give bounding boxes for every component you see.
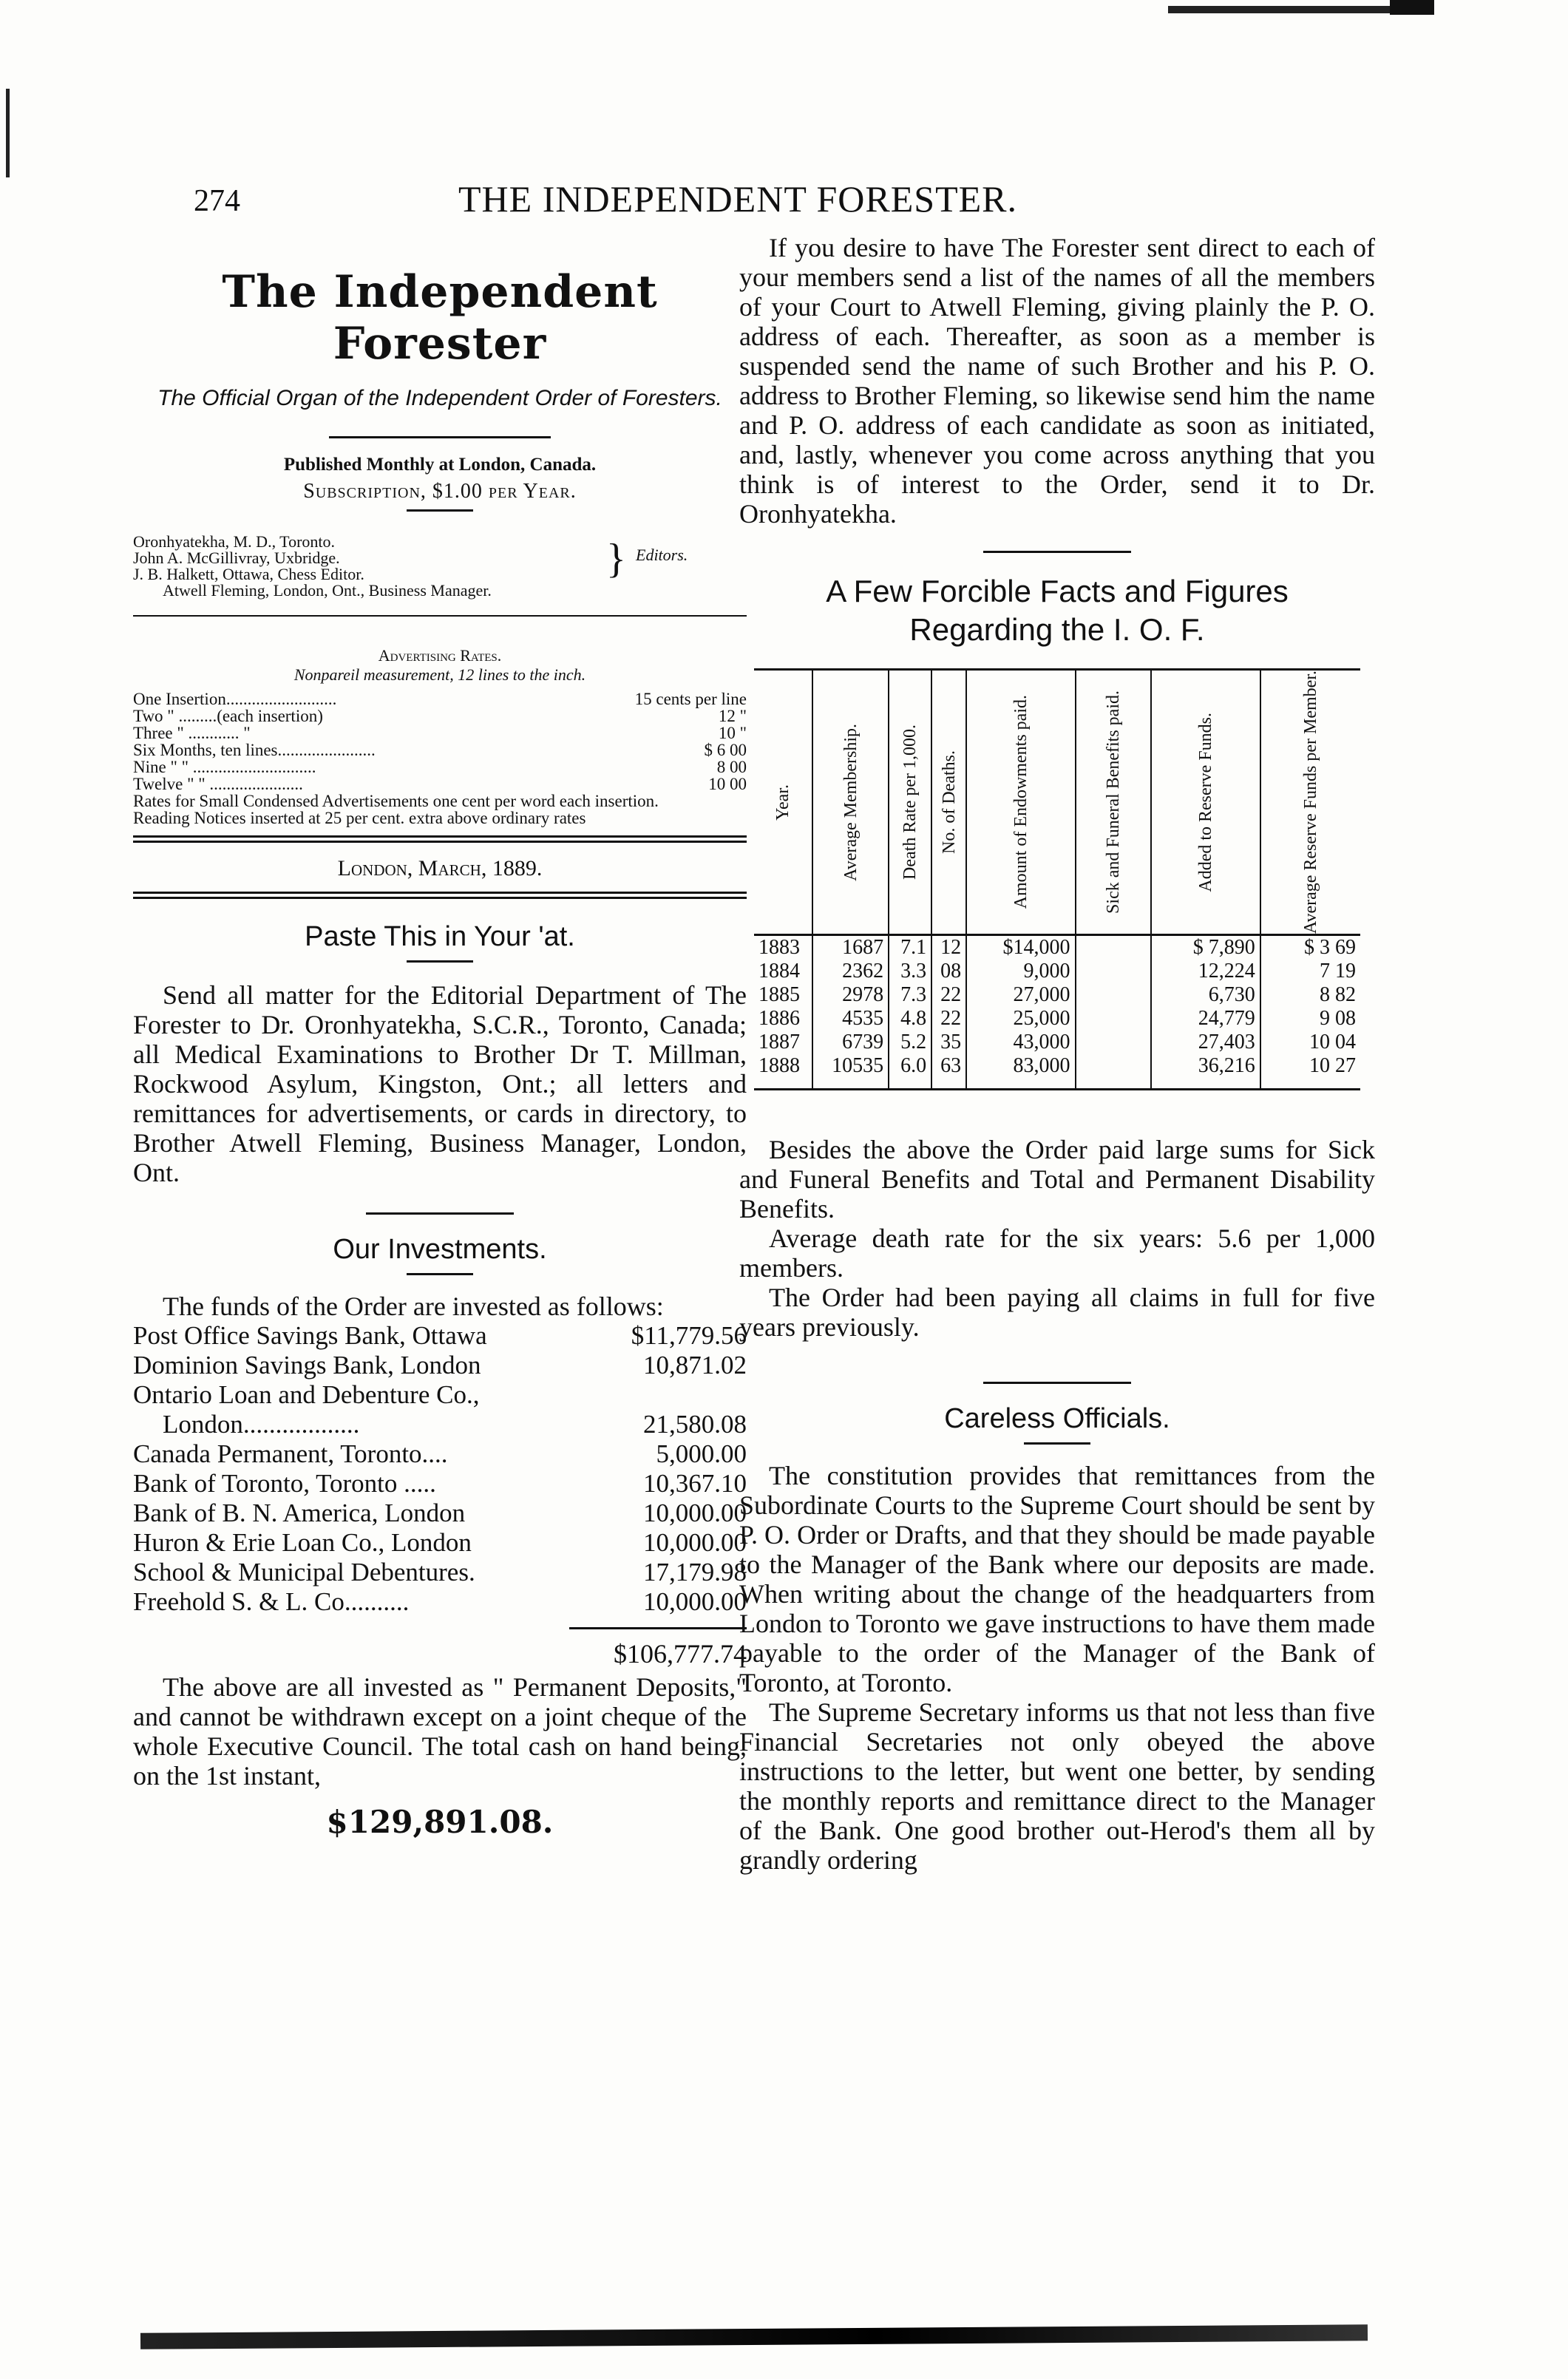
brace: } — [606, 536, 626, 582]
column-header: Year. — [773, 784, 793, 821]
investment-row: Post Office Savings Bank, Ottawa $11,779.56 — [133, 1321, 747, 1350]
investments-intro: The funds of the Order are invested as follows: — [163, 1292, 664, 1321]
facts-after-2: Average death rate for the six years: 5.6 per 1,000 members. — [739, 1224, 1375, 1283]
facts-heading-line2: Regarding the I. O. F. — [909, 612, 1205, 647]
ornament-divider — [366, 1212, 514, 1215]
column-header: Sick and Funeral Benefits paid. — [1076, 670, 1152, 935]
column-header: Amount of Endowments paid. — [966, 670, 1075, 935]
column-header: Average Membership. — [812, 670, 889, 935]
column-header: No. of Deaths. — [931, 670, 966, 935]
rate-note: Rates for Small Condensed Advertisements one cent per word each insertion. — [133, 792, 659, 810]
right-column — [739, 233, 1375, 1875]
table-row: 1883 1687 7.1 12 $14,000 $ 7,890 $ 3 69 — [754, 935, 1360, 960]
table-row: 1884 2362 3.3 08 9,000 12,224 7 19 — [754, 960, 1360, 983]
facts-heading-line1: A Few Forcible Facts and Figures — [826, 574, 1289, 608]
scan-edge-top-corner — [1390, 0, 1434, 15]
advertising-subheading: Nonpareil measurement, 12 lines to the inch. — [293, 665, 586, 684]
advertising-rates — [133, 690, 747, 827]
column-header: Added to Reserve Funds. — [1151, 670, 1260, 935]
careless-heading: Careless Officials. — [944, 1403, 1170, 1435]
editors-block — [133, 534, 747, 599]
editor-line: John A. McGillivray, Uxbridge. — [133, 549, 340, 567]
investment-row: Bank of B. N. America, London 10,000.00 — [133, 1499, 747, 1527]
table-row: 1888 10535 6.0 63 83,000 36,216 10 27 — [754, 1054, 1360, 1090]
editors-label: Editors. — [636, 546, 688, 564]
facts-after-3: The Order had been paying all claims in full for five years previously. — [739, 1283, 1375, 1343]
masthead-organ: The Official Organ of the Independent Order of Foresters. — [157, 386, 722, 410]
paste-body: Send all matter for the Editorial Department of The Forester to Dr. Oronhyatekha, S.C.R., Toronto, Canada; all Medical Examinations to Brother Dr T. Millman, Rockwood Asylum, Kingston, Ont.; all letters and remittances for advertisements, or cards in directory, to Brother Atwell Fleming, Business Manager, London, Ont. — [133, 980, 747, 1187]
rate-row: One Insertion.......................... 15 cents per line — [133, 690, 747, 708]
masthead-title: The Independent Forester — [222, 266, 658, 370]
rate-row: Six Months, ten lines....................... $ 6 00 — [133, 741, 747, 759]
divider — [133, 841, 747, 843]
ornament-divider — [983, 551, 1131, 553]
rate-row: Nine " " ............................. 8 00 — [133, 758, 747, 776]
investments-list — [133, 1321, 747, 1617]
running-head: THE INDEPENDENT FORESTER. — [458, 178, 1018, 220]
facts-after-1: Besides the above the Order paid large sums for Sick and Funeral Benefits and Total and Permanent Disability Benefits. — [739, 1135, 1375, 1224]
column-header: Average Reserve Funds per Member. — [1260, 670, 1360, 935]
paste-heading: Paste This in Your 'at. — [305, 921, 575, 952]
facts-table — [754, 668, 1360, 1090]
editor-line: Atwell Fleming, London, Ont., Business Manager. — [163, 581, 492, 600]
careless-p2: The Supreme Secretary informs us that not less than five Financial Secretaries not only obeyed the above instructions to the letter, but went one better, by sending the monthly reports and remittance direct to the Manager of the Bank. One good brother out-Herod's them all by grandly ordering — [739, 1697, 1375, 1876]
investment-row: Ontario Loan and Debenture Co., — [133, 1380, 480, 1409]
editor-line: Oronhyatekha, M. D., Toronto. — [133, 532, 336, 551]
divider — [407, 1273, 473, 1275]
investment-row: Bank of Toronto, Toronto ..... 10,367.10 — [133, 1469, 747, 1498]
left-column — [133, 237, 747, 1840]
divider — [133, 615, 747, 617]
investment-row: Dominion Savings Bank, London 10,871.02 — [133, 1351, 747, 1379]
divider — [329, 436, 551, 438]
careless-p1: The constitution provides that remittances from the Subordinate Courts to the Supreme Court should be sent by P. O. Order or Drafts, and that they should be made payable to the Manager of the Bank where our deposits are made. When writing about the change of the headquarters from London to Toronto we gave instructions to have them made payable to the order of the Manager of the Bank of Toronto, at Toronto. — [739, 1461, 1375, 1698]
divider — [407, 509, 473, 512]
advertising-heading: Advertising Rates. — [378, 646, 502, 665]
investment-row: School & Municipal Debentures. 17,179.98 — [133, 1558, 747, 1586]
cash-on-hand: $129,891.08. — [326, 1804, 554, 1840]
investments-heading: Our Investments. — [333, 1234, 547, 1265]
divider — [133, 835, 747, 838]
divider — [133, 892, 747, 894]
divider — [1024, 1442, 1090, 1445]
scan-edge-bottom — [140, 2324, 1368, 2349]
rate-row: Three " ............ " 10 " — [133, 724, 747, 742]
divider — [133, 897, 747, 899]
investments-total: $106,777.74 — [614, 1639, 747, 1669]
dateline: London, March, 1889. — [337, 856, 543, 880]
facts-header-row — [754, 670, 1360, 935]
investments-closing: The above are all invested as " Permanent Deposits," and cannot be withdrawn except on a joint cheque of the whole Executive Council. The total cash on hand being, on the 1st instant, — [133, 1672, 747, 1791]
table-row: 1885 2978 7.3 22 27,000 6,730 8 82 — [754, 983, 1360, 1007]
rate-row: Two " .........(each insertion) 12 " — [133, 707, 747, 725]
table-row: 1887 6739 5.2 35 43,000 27,403 10 04 — [754, 1031, 1360, 1054]
editor-line: J. B. Halkett, Ottawa, Chess Editor. — [133, 565, 364, 583]
published-line: Published Monthly at London, Canada. — [283, 455, 597, 475]
scan-edge-left — [6, 89, 10, 177]
investment-row: Huron & Erie Loan Co., London 10,000.00 — [133, 1528, 747, 1557]
subscription-line: Subscription, $1.00 per Year. — [303, 480, 577, 503]
investment-row: London.................. 21,580.08 — [163, 1410, 747, 1439]
column-header: Death Rate per 1,000. — [889, 670, 931, 935]
ornament-divider — [983, 1382, 1131, 1384]
page-number: 274 — [194, 184, 240, 218]
rate-row: Twelve " " ...................... 10 00 — [133, 775, 747, 793]
sum-rule — [569, 1627, 747, 1629]
forester-note: If you desire to have The Forester sent direct to each of your members send a list of the names of all the members of your Court to Atwell Fleming, giving plainly the P. O. address of each. Thereafter, as soon as a member is suspended send the name of such Brother and his P. O. address to Brother Fleming, so likewise send him the name and P. O. address of each candidate as soon as initiated, and, lastly, whenever you come across anything that you think is of interest to the Order, send it to Dr. Oronhyatekha. — [739, 233, 1375, 529]
table-row: 1886 4535 4.8 22 25,000 24,779 9 08 — [754, 1007, 1360, 1031]
rate-note: Reading Notices inserted at 25 per cent. extra above ordinary rates — [133, 809, 586, 827]
investment-row: Canada Permanent, Toronto.... 5,000.00 — [133, 1439, 747, 1468]
divider — [407, 960, 473, 963]
investment-row: Freehold S. & L. Co.......... 10,000.00 — [133, 1587, 747, 1616]
